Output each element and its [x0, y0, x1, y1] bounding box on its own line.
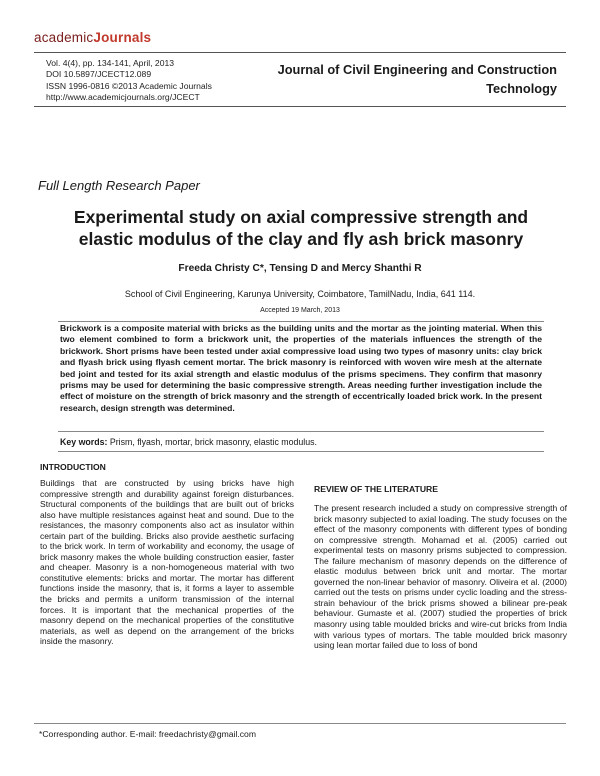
journal-title	[265, 60, 557, 98]
introduction-heading: INTRODUCTION	[40, 462, 106, 472]
logo-text-journals: Journals	[93, 30, 152, 45]
logo-text-academic: academic	[34, 30, 94, 45]
accepted-date: Accepted 19 March, 2013	[260, 307, 340, 314]
paper-title-line2: elastic modulus of the clay and fly ash brick masonry	[78, 229, 524, 249]
review-heading: REVIEW OF THE LITERATURE	[314, 484, 438, 494]
footnote-rule	[34, 723, 566, 724]
keywords-label: Key words:	[60, 437, 108, 447]
abstract-rule-top	[58, 321, 544, 322]
journal-metadata	[46, 58, 231, 104]
meta-doi: DOI 10.5897/JCECT12.089	[46, 69, 152, 80]
publisher-logo	[34, 30, 151, 45]
header-rule-bottom	[34, 106, 566, 107]
meta-issn: ISSN 1996-0816 ©2013 Academic Journals	[46, 80, 212, 91]
meta-volume: Vol. 4(4), pp. 134-141, April, 2013	[46, 58, 175, 68]
corresponding-author-footnote: *Corresponding author. E-mail: freedachristy@gmail.com	[39, 729, 256, 739]
authors: Freeda Christy C*, Tensing D and Mercy Shanthi R	[178, 263, 422, 274]
paper-type: Full Length Research Paper	[38, 178, 200, 193]
keywords-text: Prism, flyash, mortar, brick masonry, elastic modulus.	[109, 437, 317, 447]
journal-title-line2: Technology	[486, 81, 557, 96]
meta-url[interactable]: http://www.academicjournals.org/JCECT	[46, 92, 200, 103]
abstract: Brickwork is a composite material with bricks as the building units and the mortar as the jointing material. When this two element combined to form a brickwork unit, the properties of the materials influences the strength of the brickwork. Short prisms have been tested under axial compressive load using two types of masonry units: clay brick and flyash brick using flyash cement mortar. The brick masonry is reinforced with woven wire mesh at the alternate bed joint and tested for its axial strength and elastic modulus of the prisms specimens. They confirm that masonry prisms may be used for determining the basic compressive strength. Areas needing further investigation include the effect of moisture on the strength of brick masonry and the strength of eccentrically loaded brick work. In the present research, design strength was determined.	[60, 323, 542, 413]
paper-title	[36, 206, 566, 250]
header-rule-top	[34, 52, 566, 53]
affiliation: School of Civil Engineering, Karunya University, Coimbatore, TamilNadu, India, 641 114.	[124, 289, 476, 299]
keywords	[60, 437, 542, 447]
review-text: The present research included a study on compressive strength of brick masonry subjected to axial loading. The study focuses on the effect of the masonry components with different types of bonding on compressive strength. Mohamad et al. (2005) carried out experimental tests on masonry prisms subjected to compression. The failure mechanism of masonry depends on the difference of elastic modulus between brick unit and mortar. The mortar governed the non-linear behavior of masonry. Oliveira et al. (2000) carried out the tests on prisms under cyclic loading and the stress-strain behaviour of the brick prisms showed a bilinear pre-peak behaviour. Gumaste et al. (2007) studied the properties of brick masonry using table moulded bricks and wire-cut bricks from India with various types of mortars. The table moulded brick masonry using lean mortar failed due to loss of bond	[314, 503, 567, 651]
introduction-text: Buildings that are constructed by using bricks have high compressive strength and durability against foreign disturbances. Structural components of the buildings that are built out of bricks also have multiple resistances against heat and sound. Due to the resistances, the masonry components also act as insulator within certain part of the building. Bricks also provide aesthetic surfacing to the brick work. In term of workability and economy, the usage of brick masonry makes the whole building construction easier, faster and cheaper. Masonry is a non-homogeneous material with two constitutive elements: bricks and mortar. The mortar has different functions inside the masonry, that is, it forms a layer to assemble the bricks and permits a uniform transmission of the internal forces. It is important that the mechanical properties of the masonry depend on the mechanical properties of the constitutive materials, as well as depend on the arrangement of the bricks inside the masonry.	[40, 478, 294, 647]
keywords-rule	[58, 451, 544, 452]
journal-title-line1: Journal of Civil Engineering and Construction	[277, 62, 557, 77]
abstract-rule-bottom	[58, 431, 544, 432]
paper-title-line1: Experimental study on axial compressive strength and	[73, 207, 529, 227]
